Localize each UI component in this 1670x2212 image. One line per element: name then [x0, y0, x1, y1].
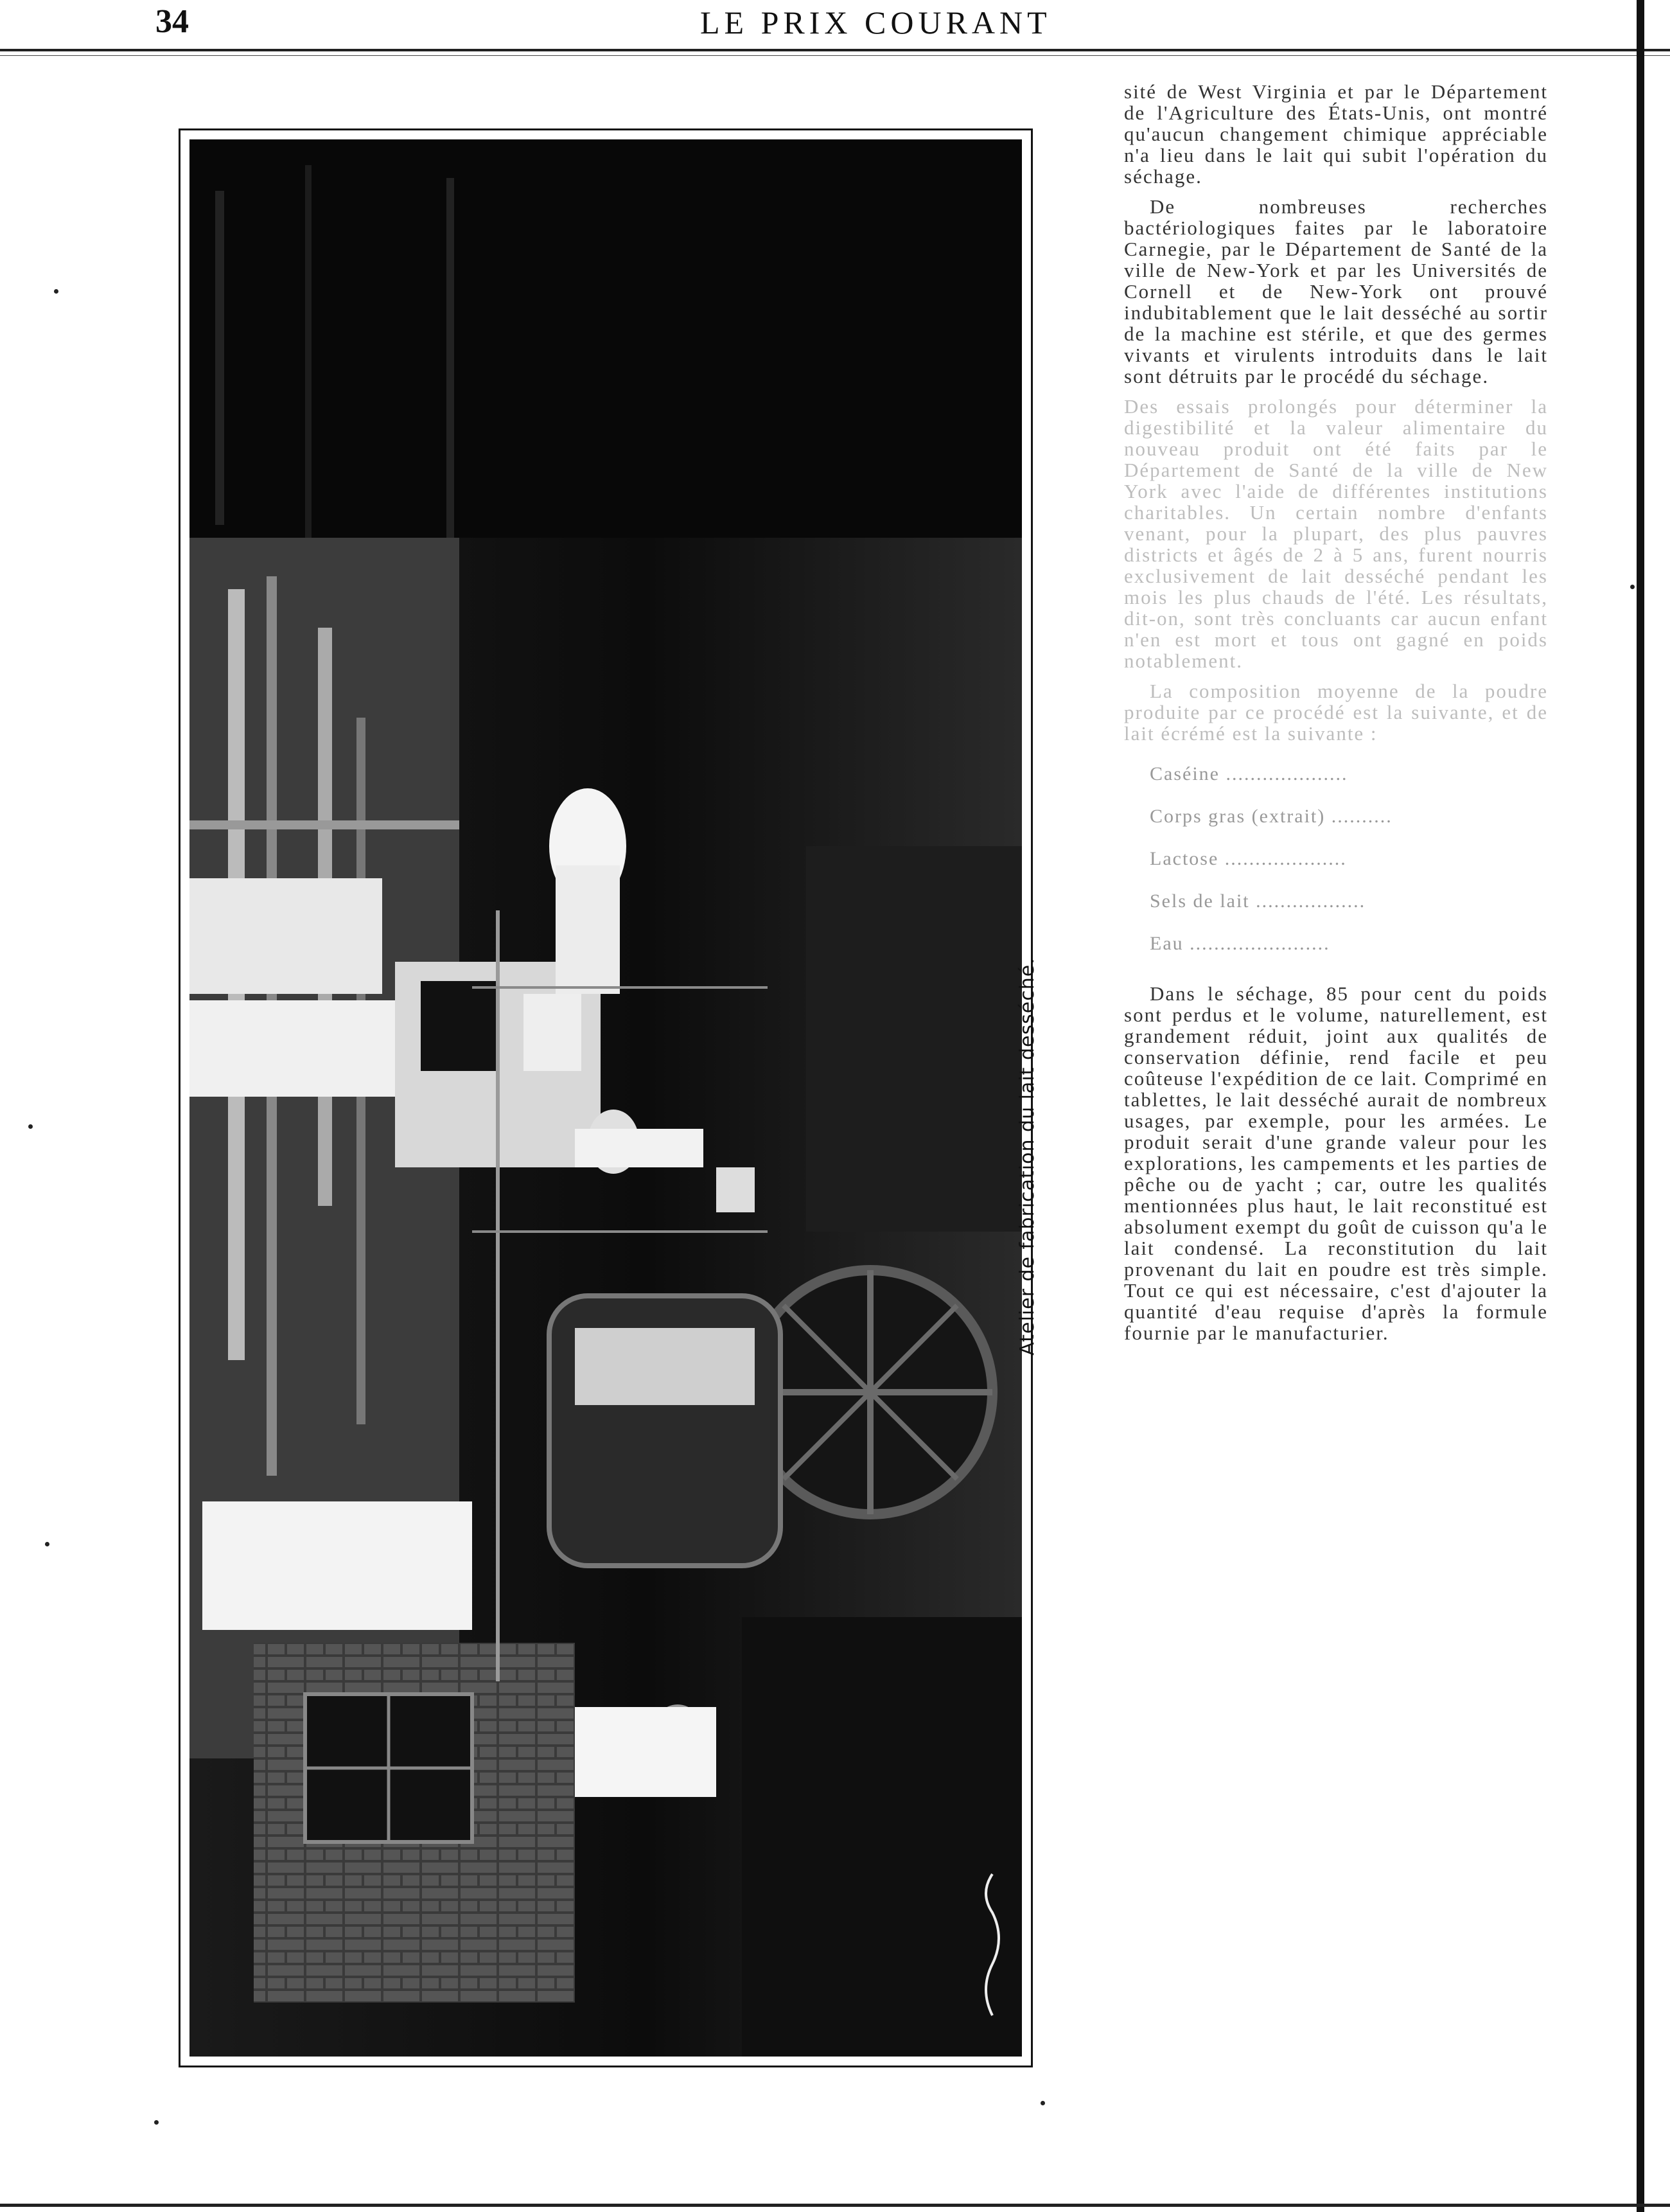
ink-speck	[45, 1542, 49, 1546]
footer-rule	[0, 2204, 1670, 2207]
composition-label: Corps gras (extrait) ..........	[1150, 806, 1393, 827]
composition-value	[1509, 923, 1548, 965]
composition-label: Eau .......................	[1150, 933, 1330, 954]
ink-speck	[1041, 2101, 1045, 2105]
header-rule-thin	[0, 55, 1670, 56]
page-number: 34	[155, 3, 189, 40]
composition-value	[1509, 753, 1548, 795]
composition-label: Sels de lait ..................	[1150, 890, 1366, 912]
figure-caption: Atelier de fabrication du lait desséché.	[1016, 957, 1039, 1356]
masthead-title: LE PRIX COURANT	[700, 4, 1051, 40]
ink-speck	[1630, 585, 1635, 589]
factory-photo-image	[189, 139, 1022, 2057]
composition-label: Lactose ....................	[1150, 848, 1347, 869]
composition-label: Caséine ....................	[1150, 763, 1348, 784]
composition-row	[1150, 795, 1548, 838]
composition-row	[1150, 753, 1548, 795]
article-paragraph-1: sité de West Virginia et par le Département de l'Agriculture des États-Unis, ont montré qu'aucun changement chimique appréciable n'a lieu dans le lait qui subit l'opération du séchage.	[1124, 80, 1548, 188]
photo-frame	[179, 128, 1033, 2067]
ink-speck	[28, 1124, 33, 1129]
ink-speck	[54, 289, 58, 294]
composition-table	[1150, 753, 1548, 965]
composition-row	[1150, 838, 1548, 880]
composition-value	[1509, 795, 1548, 838]
factory-photograph	[189, 139, 1022, 2057]
article-paragraph-3: Des essais prolongés pour déterminer la digestibilité et la valeur alimentaire du nouveau produit ont été faits par le Département de Santé de la ville de New York avec l'aide de différentes institutions charitables. Un certain nombre d'enfants venant, pour la plupart, des plus pauvres districts et âgés de 2 à 5 ans, furent nourris exclusivement de lait desséché pendant les mois les plus chauds de l'été. Les résultats, dit-on, sont très concluants car aucun enfant n'en est mort et tous ont gagné en poids notablement.	[1124, 395, 1548, 672]
composition-row	[1150, 923, 1548, 965]
composition-value	[1509, 838, 1548, 880]
header-rule	[0, 49, 1670, 51]
article-paragraph-4: La composition moyenne de la poudre produite par ce procédé est la suivante, et de lait écrémé est la suivante :	[1124, 680, 1548, 745]
ink-speck	[154, 2120, 159, 2125]
page-header	[0, 0, 1670, 51]
composition-value	[1509, 880, 1548, 923]
scan-edge-rule	[1637, 0, 1644, 2212]
composition-row	[1150, 880, 1548, 923]
article-column	[1124, 81, 1548, 1352]
article-paragraph-5: Dans le séchage, 85 pour cent du poids sont perdus et le volume, naturellement, est grandement réduit, joint aux qualités de conservation définie, rend facile et peu coûteuse l'expédition de ce lait. Comprimé en tablettes, le lait desséché aurait de nombreux usages, par exemple, pour les armées. Le produit serait d'une grande valeur pour les explorations, les campements et les parties de pêche ou de yacht ; car, outre les qualités mentionnées plus haut, le lait reconstitué est absolument exempt du goût de cuisson qu'a le lait condensé. La reconstitution du lait provenant du lait en poudre est très simple. Tout ce qui est nécessaire, c'est d'ajouter la quantité d'eau requise d'après la formule fournie par le manufacturier.	[1124, 982, 1548, 1344]
article-paragraph-2: De nombreuses recherches bactériologiques faites par le laboratoire Carnegie, par le Département de Santé de la ville de New-York et par les Universités de Cornell et de New-York ont prouvé indubitablement que le lait desséché au sortir de la machine est stérile, et que des germes vivants et virulents introduits dans le lait sont détruits par le procédé du séchage.	[1124, 195, 1548, 387]
